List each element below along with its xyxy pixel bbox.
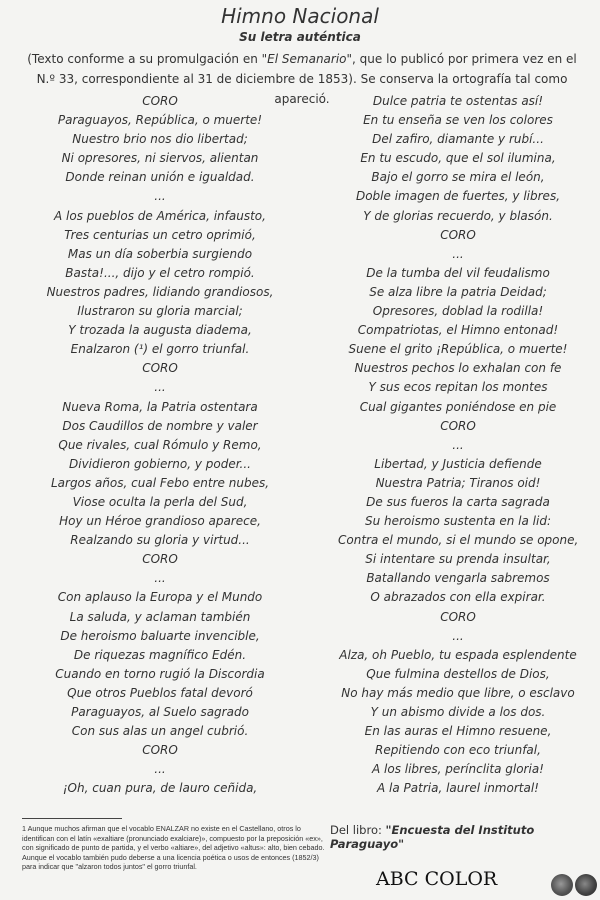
lyric-line: ... [154, 380, 166, 395]
lyric-line: Tres centurias un cetro oprimió, [64, 227, 256, 242]
lyrics-right-column [338, 92, 578, 798]
lyric-line: CORO [440, 609, 476, 624]
lyric-line: Nuestros pechos lo exhalan con fe [354, 361, 562, 376]
lyric-line: Que rivales, cual Rómulo y Remo, [58, 437, 262, 452]
lyric-line: A la Patria, laurel inmortal! [377, 781, 539, 796]
lyric-line: De sus fueros la carta sagrada [366, 494, 550, 509]
lyric-line: Batallando vengarla sabremos [366, 571, 550, 586]
lyric-line: ... [154, 571, 166, 586]
lyric-line: CORO [142, 94, 178, 108]
lyric-line: Largos años, cual Febo entre nubes, [50, 475, 270, 490]
source-citation [330, 823, 590, 851]
lyric-line: Del zafiro, diamante y rubí... [372, 132, 544, 147]
lyric-line: ¡Oh, cuan pura, de lauro ceñida, [62, 781, 258, 796]
lyric-line: Paraguayos, República, o muerte! [57, 113, 263, 128]
lyric-line: Nuestro brio nos dio libertad; [72, 132, 248, 147]
lyric-line: Ilustraron su gloria marcial; [77, 304, 243, 319]
lyric-line: Que fulmina destellos de Dios, [366, 666, 550, 681]
lyric-line: A los libres, perínclita gloria! [372, 762, 544, 777]
source-book-title: "Encuesta del Instituto Paraguayo" [330, 823, 535, 851]
lyric-line: Que otros Pueblos fatal devoró [67, 685, 253, 700]
lyric-line: CORO [142, 743, 178, 758]
lyric-line: No hay más medio que libre, o esclavo [341, 685, 575, 700]
lyric-line: Paraguayos, al Suelo sagrado [71, 705, 249, 719]
lyric-line: Si intentare su prenda insultar, [365, 552, 551, 567]
lyric-line: De riquezas magnífico Edén. [73, 647, 247, 662]
lyric-line: De heroismo baluarte invencible, [60, 628, 260, 643]
lyric-line: CORO [440, 418, 476, 433]
lyric-line: Nuestra Patria; Tiranos oid! [375, 475, 541, 490]
lyric-line: Y de glorias recuerdo, y blasón. [363, 208, 553, 223]
lyric-line: Cual gigantes poniéndose en pie [359, 399, 557, 414]
lyric-line: Compatriotas, el Himno entonad! [357, 323, 559, 338]
lyric-line: Doble imagen de fuertes, y libres, [355, 189, 561, 204]
lyric-line: Donde reinan unión e igualdad. [65, 170, 255, 185]
lyric-line: ... [452, 628, 464, 643]
document-subtitle: Su letra auténtica [239, 30, 361, 44]
lyric-line: CORO [440, 227, 476, 242]
lyric-line: Enalzaron (¹) el gorro triunfal. [70, 342, 250, 357]
lyric-line: Y sus ecos repitan los montes [368, 380, 548, 395]
lyric-line: Y un abismo divide a los dos. [370, 705, 546, 719]
lyric-line: La saluda, y aclaman también [69, 609, 251, 624]
lyric-line: ... [154, 762, 166, 777]
lyric-line: Nuestros padres, lidiando grandiosos, [46, 284, 274, 299]
lyric-line: Mas un día soberbia surgiendo [67, 246, 253, 261]
lyric-line: Bajo el gorro se mira el león, [371, 170, 545, 185]
intro-text-start: (Texto conforme a su promulgación en [27, 52, 262, 66]
lyric-line: ... [154, 189, 166, 204]
document-title: Himno Nacional [221, 4, 379, 28]
lyric-line: Se alza libre la patria Deidad; [369, 284, 547, 299]
lyric-line: CORO [142, 361, 178, 376]
lyric-line: Ni opresores, ni siervos, alientan [61, 151, 259, 166]
intro-newspaper-name: "El Semanario" [261, 52, 353, 66]
lyric-line: ... [452, 437, 464, 452]
lyric-line: Dividieron gobierno, y poder... [69, 456, 251, 471]
lyric-line: En tu enseña se ven los colores [363, 113, 553, 128]
lyric-line: Con sus alas un angel cubrió. [71, 724, 249, 739]
footnote-divider [22, 818, 122, 819]
lyric-line: En tu escudo, que el sol ilumina, [360, 151, 556, 166]
lyric-line: De la tumba del vil feudalismo [366, 265, 550, 280]
circle-logo-icon [575, 874, 597, 896]
intro-text-end: , que lo publicó por primera vez en el N.º 33, correspondiente al 31 de diciembre de 1853). Se conserva la ortografía tal como apareció. [36, 52, 577, 106]
lyric-line: Realzando su gloria y virtud... [70, 533, 250, 548]
lyric-line: Libertad, y Justicia defiende [374, 456, 542, 471]
lyric-line: Alza, oh Pueblo, tu espada esplendente [339, 647, 577, 662]
footnote: 1 Aunque muchos afirman que el vocablo ENALZAR no existe en el Castellano, otros lo identifican con el latín «exaltiare (pronunciado exalciare)», compuesto por la preposición «ex», con significado de punto de partida, y el verbo «altiare», del adjetivo «altus»: alto, bien cebado. Aunque el vocablo también pudo deberse a una licencia poética o usos de entonces (1852/3) para indicar que "alzaron todos juntos" el gorro triunfal. [22, 824, 325, 872]
source-label: Del libro: [330, 823, 386, 837]
lyric-line: Dos Caudillos de nombre y valer [62, 418, 258, 433]
lyric-line: Con aplauso la Europa y el Mundo [57, 590, 263, 605]
lyric-line: Suene el grito ¡República, o muerte! [348, 342, 568, 357]
lyric-line: O abrazados con ella expirar. [370, 590, 546, 605]
lyric-line: En las auras el Himno resuene, [364, 724, 552, 739]
lyric-line: Dulce patria te ostentas así! [372, 94, 544, 108]
lyric-line: Nueva Roma, la Patria ostentara [62, 399, 258, 414]
lyric-line: Viose oculta la perla del Sud, [72, 494, 248, 509]
lyric-line: A los pueblos de América, infausto, [54, 208, 266, 223]
lyric-line: Hoy un Héroe grandioso aparece, [59, 514, 261, 529]
lyric-line: Su heroismo sustenta en la lid: [364, 514, 552, 529]
lyrics-left-column [40, 92, 280, 798]
circle-logo-icon [551, 874, 573, 896]
lyric-line: Y trozada la augusta diadema, [68, 323, 252, 338]
lyric-line: CORO [142, 552, 178, 567]
lyric-line: ... [452, 246, 464, 261]
lyric-line: Contra el mundo, si el mundo se opone, [338, 533, 579, 548]
brand-watermark: ABC COLOR [376, 868, 498, 890]
lyric-line: Repitiendo con eco triunfal, [375, 743, 541, 758]
lyric-line: Basta!..., dijo y el cetro rompió. [65, 265, 255, 280]
lyric-line: Cuando en torno rugió la Discordia [55, 666, 265, 681]
lyric-line: Opresores, doblad la rodilla! [372, 304, 544, 319]
